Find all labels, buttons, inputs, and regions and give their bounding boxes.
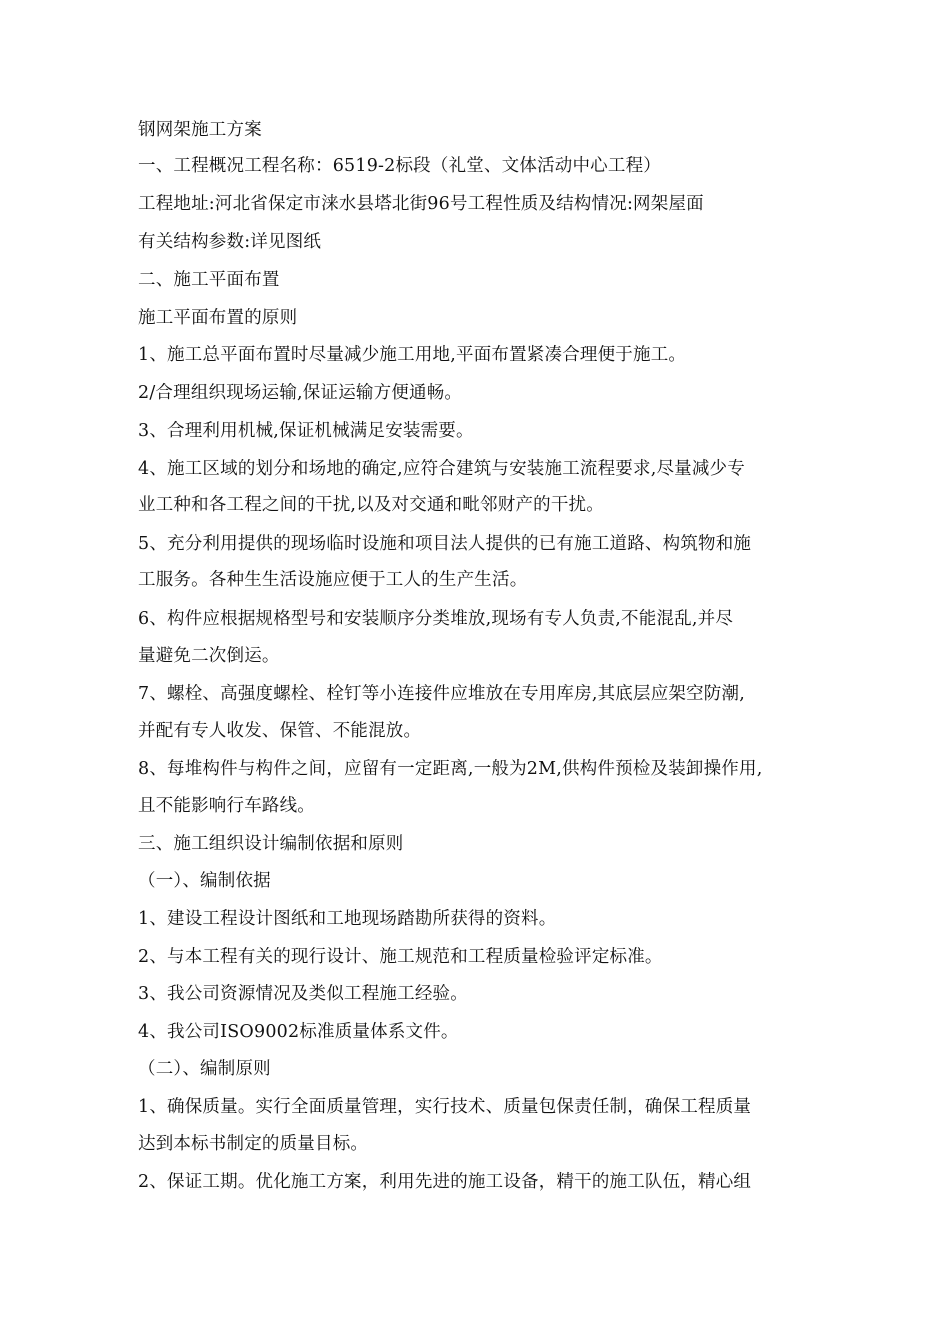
- list-item-continuation: 工服务。各种生生活设施应便于工人的生产生活。: [138, 570, 528, 590]
- section-heading: 二、施工平面布置: [138, 270, 280, 290]
- subsection-heading: （二）、编制原则: [138, 1059, 271, 1079]
- list-item: 2/合理组织现场运输,保证运输方便通畅。: [138, 383, 463, 403]
- document-title: 钢网架施工方案: [138, 120, 262, 140]
- list-item-continuation: 业工种和各工程之间的干扰,以及对交通和毗邻财产的干扰。: [138, 495, 604, 515]
- list-item: 1、施工总平面布置时尽量减少施工用地,平面布置紧凑合理便于施工。: [138, 345, 687, 365]
- list-item-continuation: 且不能影响行车路线。: [138, 796, 315, 816]
- list-item: 4、我公司ISO9002标准质量体系文件。: [138, 1022, 459, 1042]
- list-item: 3、我公司资源情况及类似工程施工经验。: [138, 984, 468, 1004]
- list-item: 1、建设工程设计图纸和工地现场踏勘所获得的资料。: [138, 909, 557, 929]
- list-item-continuation: 量避免二次倒运。: [138, 646, 280, 666]
- list-item: 1、确保质量。实行全面质量管理，实行技术、质量包保责任制，确保工程质量: [138, 1097, 752, 1117]
- text-line: 一、工程概况工程名称：6519-2标段（礼堂、文体活动中心工程）: [138, 156, 661, 176]
- text-line: 有关结构参数:详见图纸: [138, 232, 322, 252]
- text-line: 工程地址:河北省保定市涞水县塔北街96号工程性质及结构情况:网架屋面: [138, 194, 704, 214]
- list-item: 6、构件应根据规格型号和安装顺序分类堆放,现场有专人负责,不能混乱,并尽: [138, 609, 734, 629]
- list-item: 2、保证工期。优化施工方案，利用先进的施工设备，精干的施工队伍，精心组: [138, 1172, 752, 1192]
- list-item: 2、与本工程有关的现行设计、施工规范和工程质量检验评定标准。: [138, 947, 663, 967]
- list-item: 8、每堆构件与构件之间，应留有一定距离,一般为2M,供构件预检及装卸操作用,: [138, 759, 763, 779]
- list-item: 5、充分利用提供的现场临时设施和项目法人提供的已有施工道路、构筑物和施: [138, 534, 752, 554]
- list-item: 7、螺栓、高强度螺栓、栓钉等小连接件应堆放在专用库房,其底层应架空防潮,: [138, 684, 745, 704]
- subsection-heading: 施工平面布置的原则: [138, 308, 298, 328]
- list-item: 3、合理利用机械,保证机械满足安装需要。: [138, 421, 474, 441]
- subsection-heading: （一）、编制依据: [138, 871, 271, 891]
- section-heading: 三、施工组织设计编制依据和原则: [138, 834, 404, 854]
- list-item: 4、施工区域的划分和场地的确定,应符合建筑与安装施工流程要求,尽量减少专: [138, 459, 745, 479]
- list-item-continuation: 达到本标书制定的质量目标。: [138, 1134, 369, 1154]
- list-item-continuation: 并配有专人收发、保管、不能混放。: [138, 721, 422, 741]
